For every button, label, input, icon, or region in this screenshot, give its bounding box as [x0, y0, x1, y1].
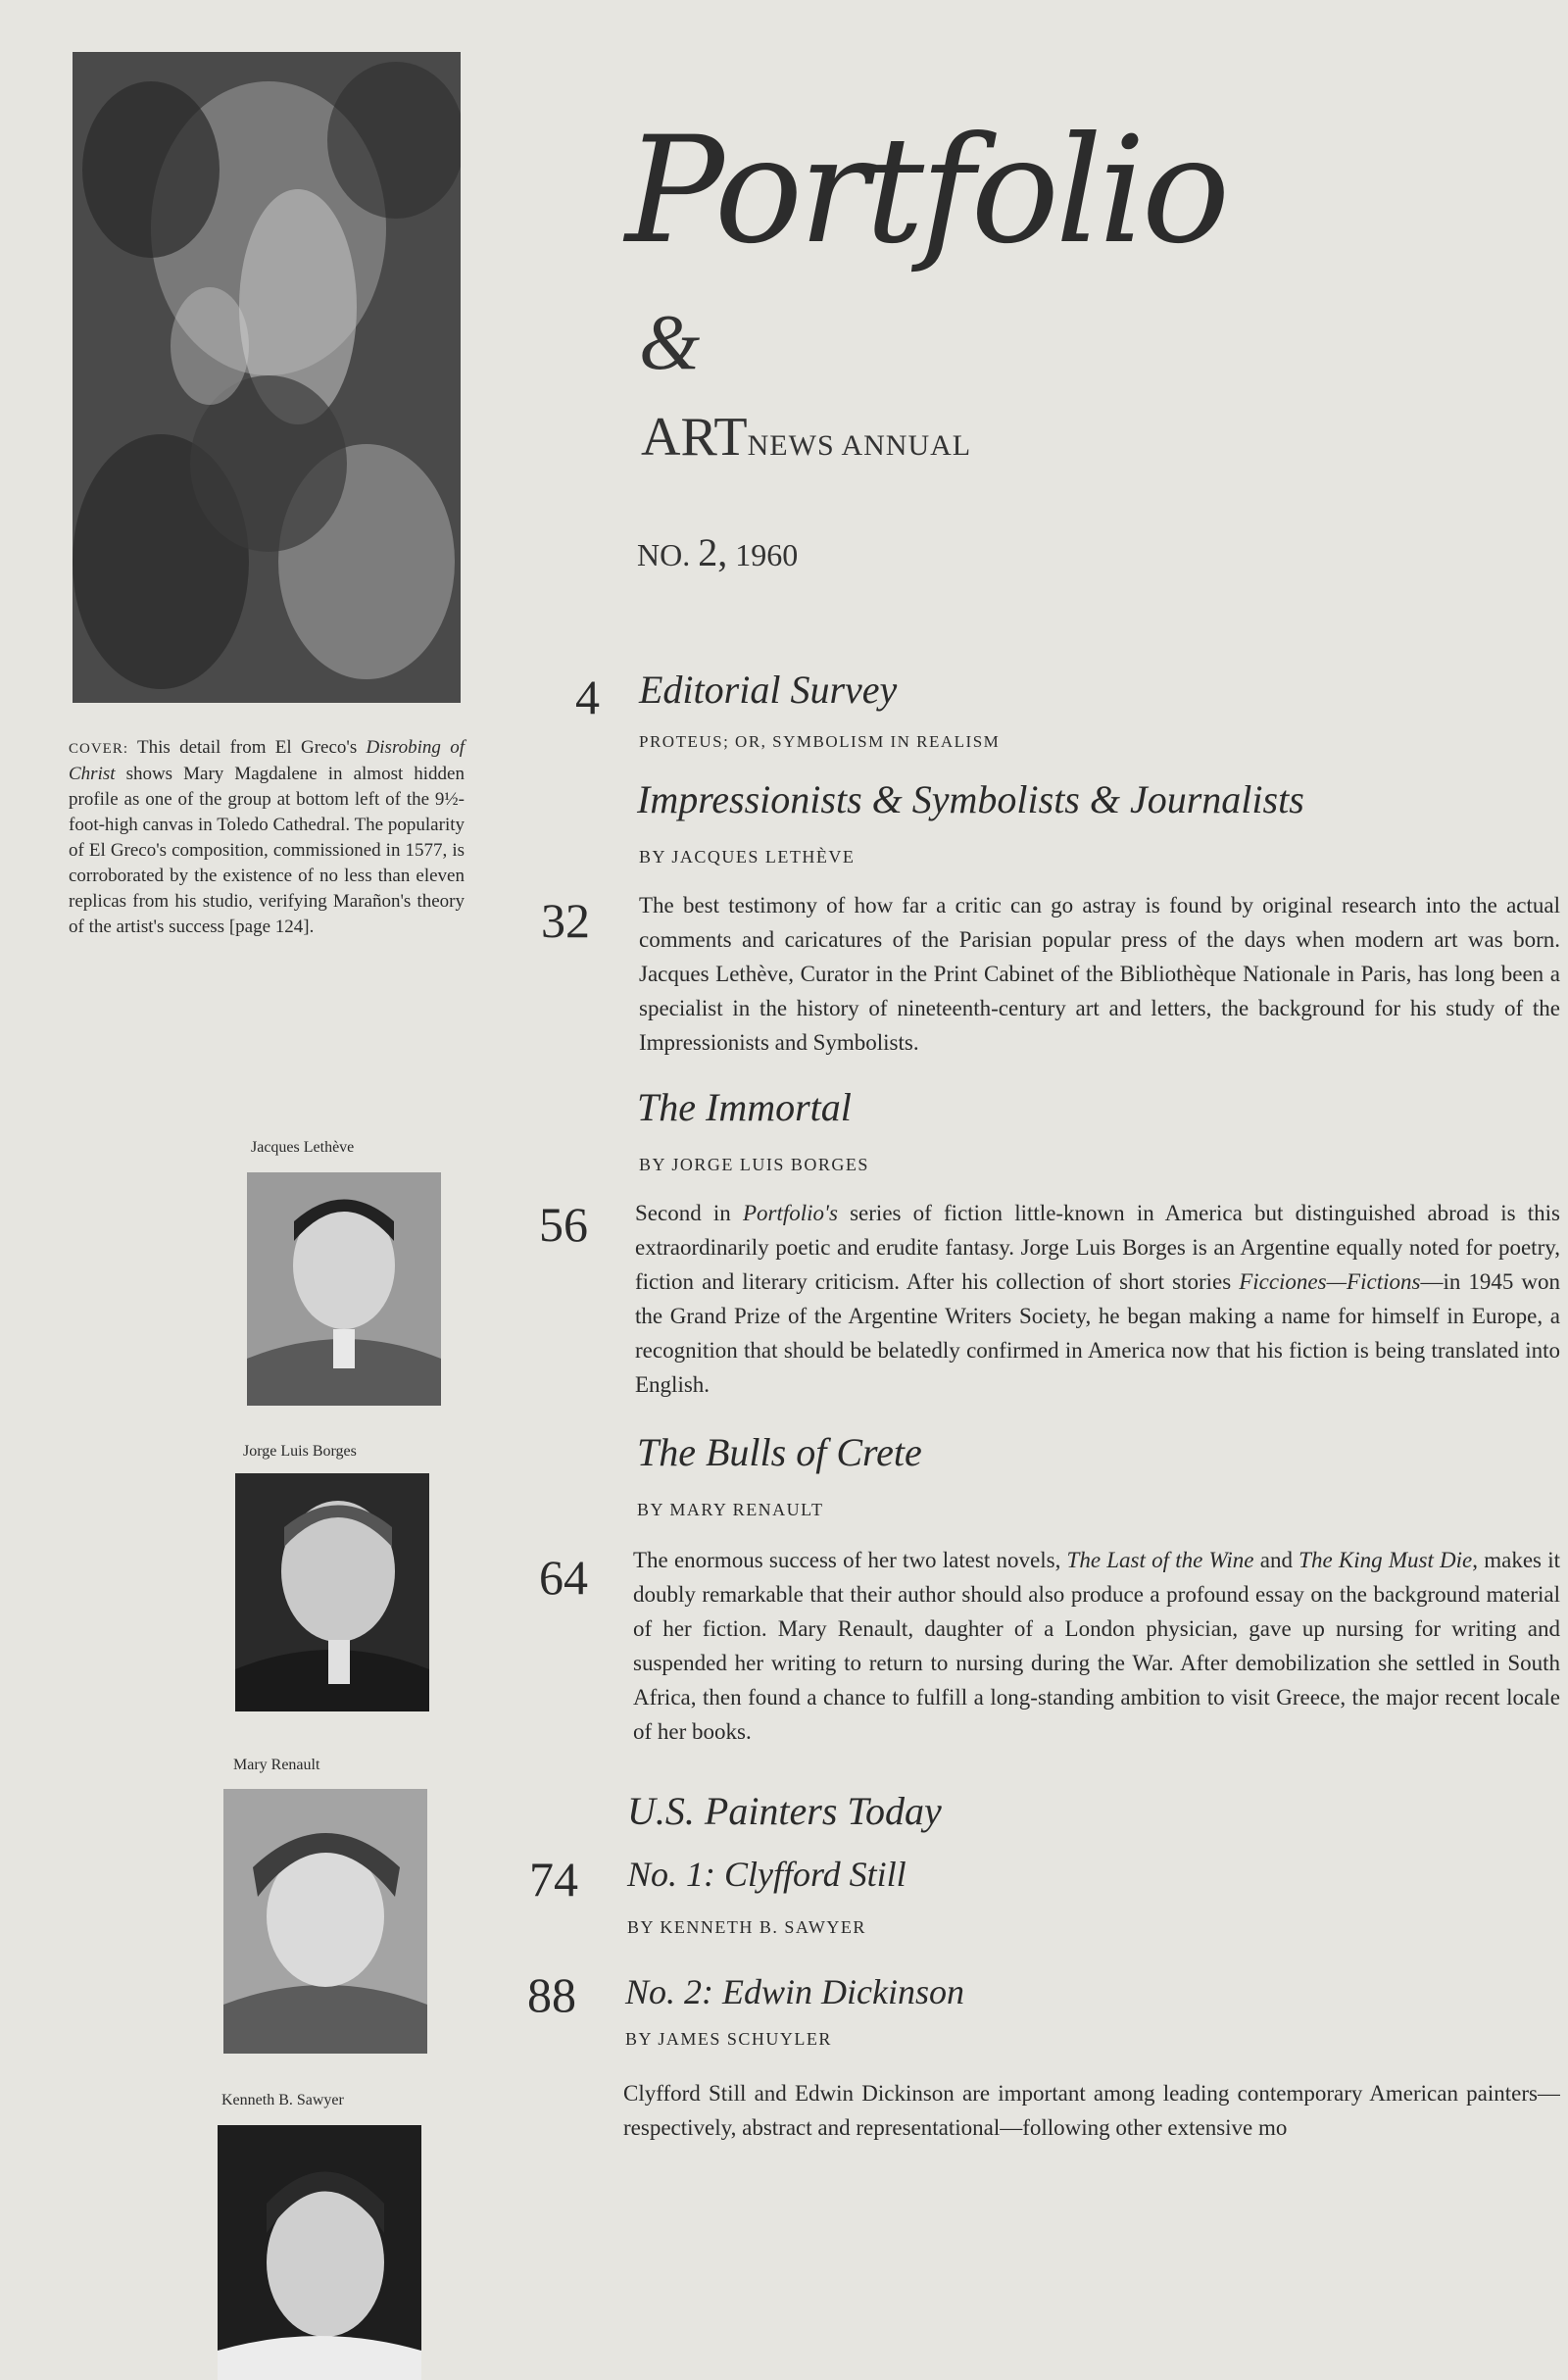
us-painters-title: U.S. Painters Today: [627, 1789, 942, 1833]
magazine-title: Portfolio: [625, 106, 1227, 276]
issue-number: NO. 2, 1960: [637, 530, 799, 574]
cover-caption: COVER: This detail from El Greco's Disrobing of Christ shows Mary Magdalene in almost hidden profile as one of the group at bottom left of the 9½-foot-high canvas in Toledo Cathedral. The popularity of El Greco's composition, commissioned in 1577, is corroborated by the existence of no less than eleven replicas from his studio, verifying Marañon's theory of the artist's success [page 124].: [69, 737, 465, 937]
impressionists-description: The best testimony of how far a critic can go astray is found by original research into the actual comments and caricatures of the Parisian popular press of the days when modern art was born. Jacques Lethève, Curator in the Print Cabinet of the Bibliothèque Nationale in Paris, has long been a specialist in the history of nineteenth-century art and letters, the background for his study of the Impressionists and Symbolists.: [639, 893, 1560, 1055]
page-number-impressionists: 32: [541, 893, 590, 948]
still-title: No. 1: Clyfford Still: [627, 1855, 906, 1894]
dickinson-title: No. 2: Edwin Dickinson: [625, 1972, 964, 2011]
portrait-borges: [235, 1473, 429, 1711]
cover-painting-title: Disrobing of Christ: [69, 737, 465, 784]
portrait-lethove: [247, 1172, 441, 1406]
page-number-bulls: 64: [539, 1550, 588, 1605]
portrait-name-lethove: Jacques Lethève: [251, 1139, 355, 1156]
bulls-title: The Bulls of Crete: [637, 1430, 922, 1474]
bulls-byline: BY MARY RENAULT: [637, 1500, 824, 1519]
news-annual-wordmark: NEWS ANNUAL: [747, 429, 972, 462]
masthead-ampersand: &: [639, 300, 701, 386]
portrait-name-renault: Mary Renault: [233, 1757, 320, 1773]
cover-painting: [73, 52, 461, 703]
portrait-name-borges: Jorge Luis Borges: [243, 1443, 357, 1460]
impressionists-title: Impressionists & Symbolists & Journalists: [637, 777, 1304, 821]
still-byline: BY KENNETH B. SAWYER: [627, 1917, 866, 1937]
art-wordmark: ART: [641, 407, 748, 468]
immortal-title: The Immortal: [637, 1085, 852, 1129]
portrait-name-sawyer: Kenneth B. Sawyer: [221, 2092, 344, 2108]
portrait-renault: [223, 1789, 427, 2054]
page-number-still: 74: [529, 1852, 578, 1907]
portrait-sawyer: [218, 2125, 421, 2380]
immortal-byline: BY JORGE LUIS BORGES: [639, 1155, 869, 1174]
dickinson-byline: BY JAMES SCHUYLER: [625, 2029, 832, 2049]
bulls-description: The enormous success of her two latest novels, The Last of the Wine and The King Must Die, makes it doubly remarkable that their author should also produce a profound essay on the background material of her fiction. Mary Renault, daughter of a London physician, gave up nursing for writing and suspended her writing to return to nursing during the War. After demobilization she settled in South Africa, then found a chance to fulfill a long-standing ambition to visit Greece, the major recent locale of her books.: [633, 1548, 1560, 1744]
impressionists-byline: BY JACQUES LETHÈVE: [639, 847, 856, 867]
immortal-description: Second in Portfolio's series of fiction little-known in America but distinguished abroad is this extraordinarily poetic and erudite fantasy. Jorge Luis Borges is an Argentine equally noted for poetry, fiction and literary criticism. After his collection of short stories Ficciones—Fictions—in 1945 won the Grand Prize of the Argentine Writers Society, he began making a name for himself in Europe, a recognition that should be belatedly confirmed in America now that his fiction is being translated into English.: [635, 1201, 1560, 1397]
art-news-annual: [641, 407, 972, 468]
editorial-kicker: PROTEUS; OR, SYMBOLISM IN REALISM: [639, 732, 1001, 751]
cover-label: COVER:: [69, 741, 129, 757]
page-number-editorial: 4: [575, 669, 600, 724]
editorial-title: Editorial Survey: [639, 668, 898, 712]
us-painters-description: Clyfford Still and Edwin Dickinson are important among leading contemporary American painters—respectively, abstract and representational—following other extensive mo: [623, 2081, 1560, 2140]
page-number-immortal: 56: [539, 1197, 588, 1252]
page-number-dickinson: 88: [527, 1967, 576, 2022]
